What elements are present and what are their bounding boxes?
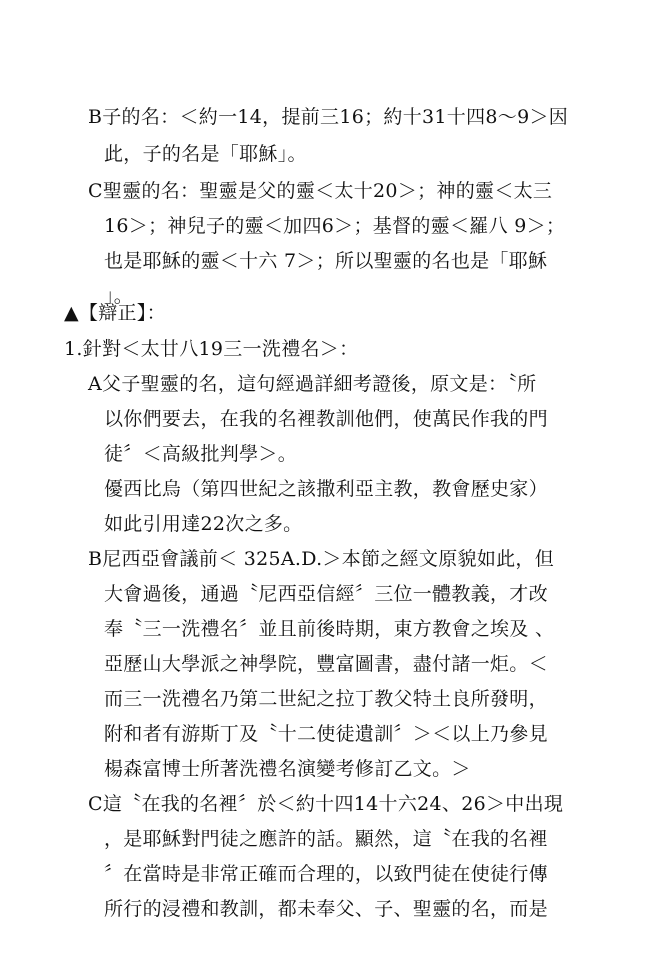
text-line: B子的名：＜約一14，提前三16；約十31十四8～9＞因	[88, 106, 569, 128]
text-line: 優西比烏（第四世紀之該撒利亞主教，教會歷史家）	[104, 478, 548, 500]
text-line: 大會過後，通過〝尼西亞信經〞三位一體教義，才改	[104, 583, 548, 605]
text-line: 16＞；神兒子的靈＜加四6＞；基督的靈＜羅八 9＞；	[104, 215, 566, 237]
text-line: 徒〞＜高級批判學＞。	[104, 443, 298, 465]
section-heading: ▲【辯正】：	[64, 302, 166, 324]
text-line: C聖靈的名：聖靈是父的靈＜太十20＞；神的靈＜太三	[88, 180, 553, 202]
text-line: 如此引用達22次之多。	[104, 513, 303, 535]
text-line: 也是耶穌的靈＜十六 7＞；所以聖靈的名也是「耶穌	[104, 250, 548, 272]
text-line: 附和者有游斯丁及〝十二使徒遺訓〞＞＜以上乃參見	[104, 723, 548, 745]
text-line: 楊森富博士所著洗禮名演變考修訂乙文。＞	[104, 758, 471, 780]
text-line: 奉〝三一洗禮名〞並且前後時期，東方教會之埃及 、	[104, 618, 555, 640]
text-line: B尼西亞會議前＜ 325A.D.＞本節之經文原貌如此，但	[88, 548, 555, 570]
text-line: 〞在當時是非常正確而合理的，以致門徒在使徒行傳	[104, 863, 548, 885]
text-line: A父子聖靈的名，這句經過詳細考證後，原文是：〝所	[88, 373, 537, 395]
text-line: 亞歷山大學派之神學院，豐富圖書，盡付諸一炬。＜	[104, 653, 548, 675]
text-line: 而三一洗禮名乃第二世紀之拉丁教父特土良所發明，	[104, 688, 548, 710]
text-line: 」。	[104, 285, 134, 307]
text-line: 所行的浸禮和教訓，都未奉父、子、聖靈的名，而是	[104, 898, 548, 920]
text-line: ，是耶穌對門徒之應許的話。顯然，這〝在我的名裡	[104, 828, 548, 850]
text-line: C這〝在我的名裡〞於＜約十四14十六24、26＞中出現	[88, 793, 564, 815]
text-line: 此，子的名是「耶穌」。	[104, 143, 307, 165]
text-line: 1.針對＜太廿八19三一洗禮名＞：	[64, 338, 359, 360]
text-line: 以你們要去，在我的名裡教訓他們，使萬民作我的門	[104, 408, 548, 430]
